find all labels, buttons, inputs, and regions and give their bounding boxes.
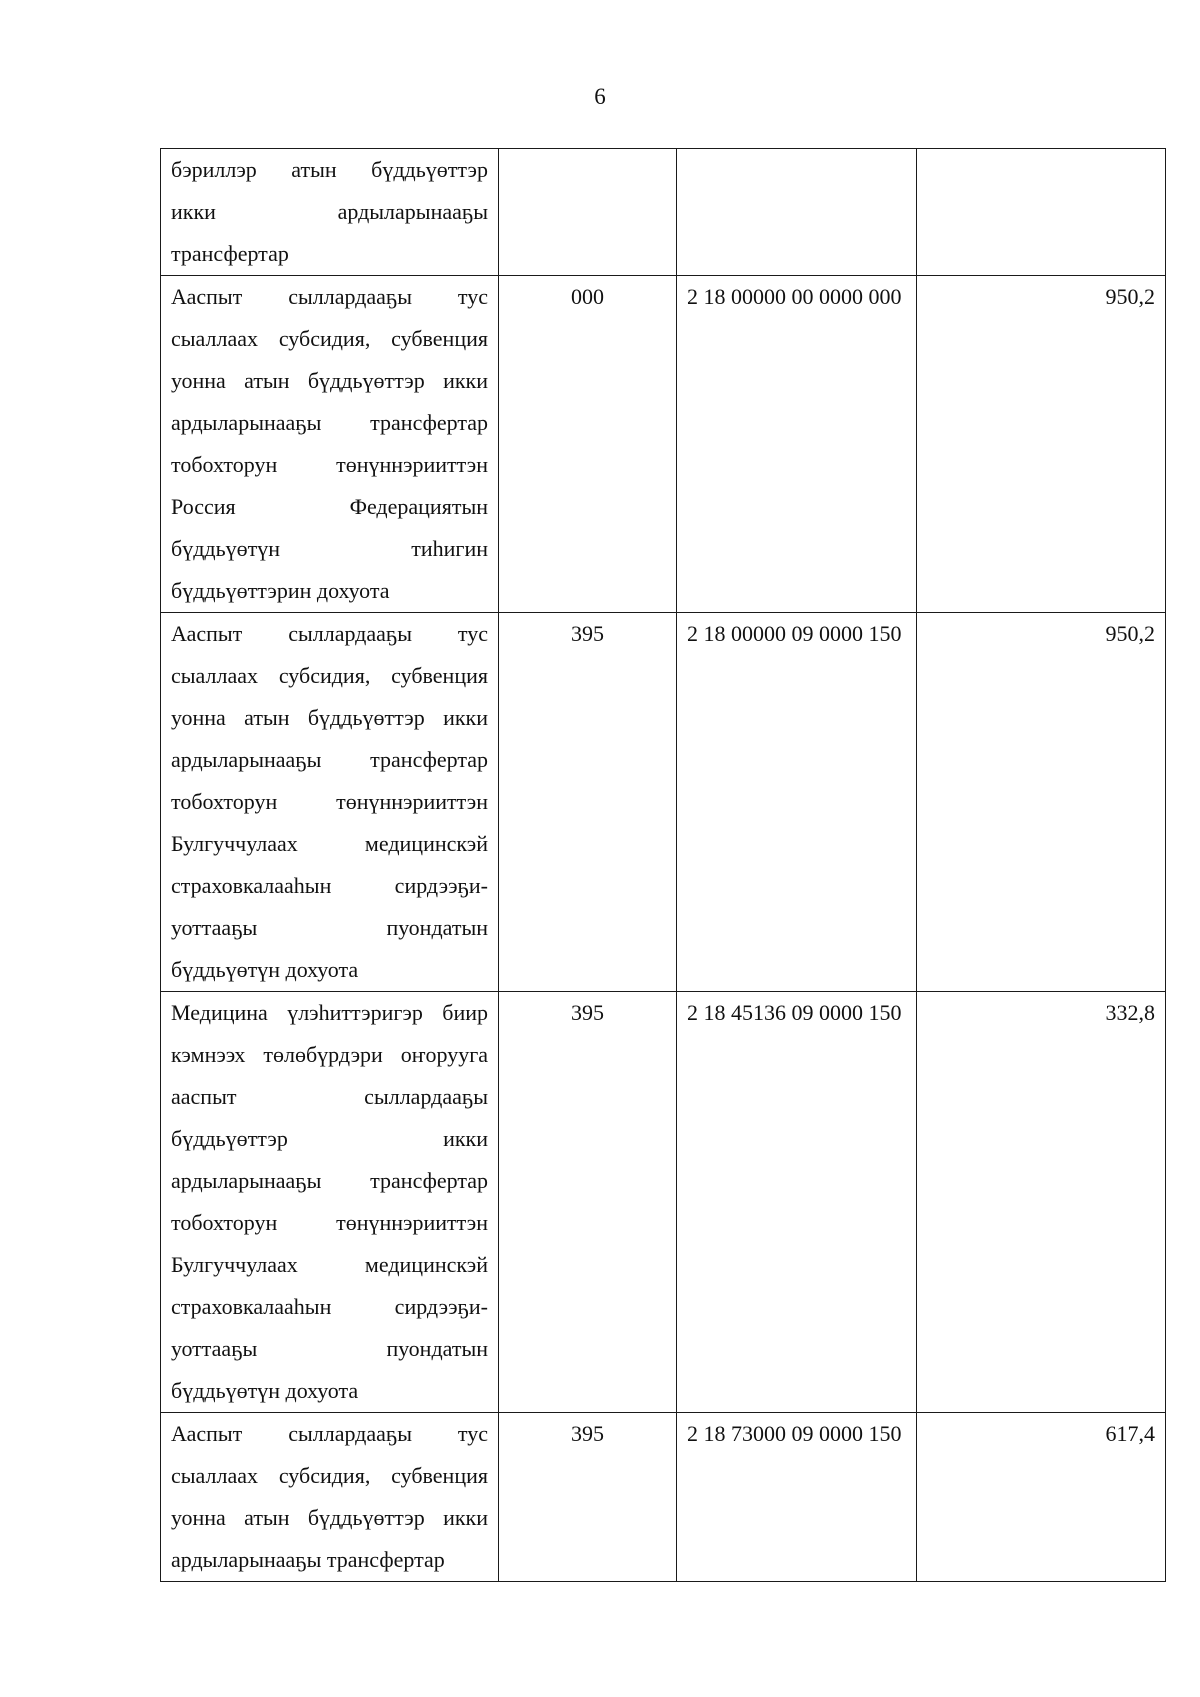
description-line: ааспыт сыллардааҕы bbox=[171, 1084, 488, 1109]
description-cell bbox=[161, 1413, 499, 1582]
description-line: Россия Федерациятын bbox=[171, 494, 488, 519]
kbk-code-value: 2 18 45136 09 0000 150 bbox=[687, 1000, 902, 1025]
sum-value: 332,8 bbox=[1105, 1000, 1155, 1025]
kbk-code-cell bbox=[677, 613, 917, 992]
admin-code-value: 395 bbox=[571, 1000, 604, 1025]
admin-code-value: 395 bbox=[571, 621, 604, 646]
description-line: страховкалааһын сирдээҕи- bbox=[171, 1294, 488, 1319]
description-cell bbox=[161, 276, 499, 613]
description-cell bbox=[161, 149, 499, 276]
description-line: сыаллаах субсидия, субвенция bbox=[171, 326, 488, 351]
description-cell bbox=[161, 992, 499, 1413]
description-line: икки ардыларынааҕы bbox=[171, 199, 488, 224]
description-line: Булгуччулаах медицинскэй bbox=[171, 831, 488, 856]
sum-value: 617,4 bbox=[1105, 1421, 1155, 1446]
description-line: Медицина үлэһиттэригэр биир bbox=[171, 1000, 488, 1025]
admin-code-value: 395 bbox=[571, 1421, 604, 1446]
sum-value: 950,2 bbox=[1105, 621, 1155, 646]
description-line: Ааспыт сыллардааҕы тус bbox=[171, 1421, 488, 1446]
sum-cell bbox=[917, 1413, 1166, 1582]
description-line: Булгуччулаах медицинскэй bbox=[171, 1252, 488, 1277]
description-line: сыаллаах субсидия, субвенция bbox=[171, 663, 488, 688]
table-row bbox=[161, 613, 1166, 992]
kbk-code-cell bbox=[677, 992, 917, 1413]
sum-value: 950,2 bbox=[1105, 284, 1155, 309]
budget-table bbox=[160, 148, 1166, 1582]
description-line: страховкалааһын сирдээҕи- bbox=[171, 873, 488, 898]
description-line: тобохторун төнүннэрииттэн bbox=[171, 1210, 488, 1235]
description-line: Ааспыт сыллардааҕы тус bbox=[171, 621, 488, 646]
kbk-code-cell bbox=[677, 276, 917, 613]
description-line: уоттааҕы пуондатын bbox=[171, 915, 488, 940]
description-line: бүддьүөттэр икки bbox=[171, 1126, 488, 1151]
kbk-code-value: 2 18 73000 09 0000 150 bbox=[687, 1421, 902, 1446]
admin-code-cell bbox=[499, 992, 677, 1413]
admin-code-cell bbox=[499, 1413, 677, 1582]
admin-code-cell bbox=[499, 613, 677, 992]
description-line: тобохторун төнүннэрииттэн bbox=[171, 789, 488, 814]
admin-code-cell bbox=[499, 149, 677, 276]
description-line: бүддьүөтүн дохуота bbox=[171, 957, 359, 982]
table-row bbox=[161, 992, 1166, 1413]
description-line: ардыларынааҕы трансфертар bbox=[171, 1547, 445, 1572]
description-line: уоттааҕы пуондатын bbox=[171, 1336, 488, 1361]
description-cell bbox=[161, 613, 499, 992]
description-line: кэмнээх төлөбүрдэри оҥорууга bbox=[171, 1042, 488, 1067]
description-line: уонна атын бүддьүөттэр икки bbox=[171, 705, 488, 730]
table-row bbox=[161, 276, 1166, 613]
description-line: бүддьүөтүн дохуота bbox=[171, 1378, 359, 1403]
description-line: ардыларынааҕы трансфертар bbox=[171, 1168, 488, 1193]
table-row bbox=[161, 149, 1166, 276]
description-line: бүддьүөттэрин дохуота bbox=[171, 578, 390, 603]
description-line: бэриллэр атын бүддьүөттэр bbox=[171, 157, 488, 182]
description-line: сыаллаах субсидия, субвенция bbox=[171, 1463, 488, 1488]
table-row bbox=[161, 1413, 1166, 1582]
page-number: 6 bbox=[594, 84, 606, 109]
kbk-code-cell bbox=[677, 149, 917, 276]
description-line: ардыларынааҕы трансфертар bbox=[171, 747, 488, 772]
kbk-code-value: 2 18 00000 09 0000 150 bbox=[687, 621, 902, 646]
sum-cell bbox=[917, 992, 1166, 1413]
description-line: уонна атын бүддьүөттэр икки bbox=[171, 368, 488, 393]
description-line: ардыларынааҕы трансфертар bbox=[171, 410, 488, 435]
table-body bbox=[161, 149, 1166, 1582]
kbk-code-value: 2 18 00000 00 0000 000 bbox=[687, 284, 902, 309]
admin-code-value: 000 bbox=[571, 284, 604, 309]
sum-cell bbox=[917, 149, 1166, 276]
description-line: тобохторун төнүннэрииттэн bbox=[171, 452, 488, 477]
description-line: бүддьүөтүн тиһигин bbox=[171, 536, 488, 561]
description-line: трансфертар bbox=[171, 241, 289, 266]
kbk-code-cell bbox=[677, 1413, 917, 1582]
admin-code-cell bbox=[499, 276, 677, 613]
sum-cell bbox=[917, 276, 1166, 613]
description-line: уонна атын бүддьүөттэр икки bbox=[171, 1505, 488, 1530]
sum-cell bbox=[917, 613, 1166, 992]
description-line: Ааспыт сыллардааҕы тус bbox=[171, 284, 488, 309]
